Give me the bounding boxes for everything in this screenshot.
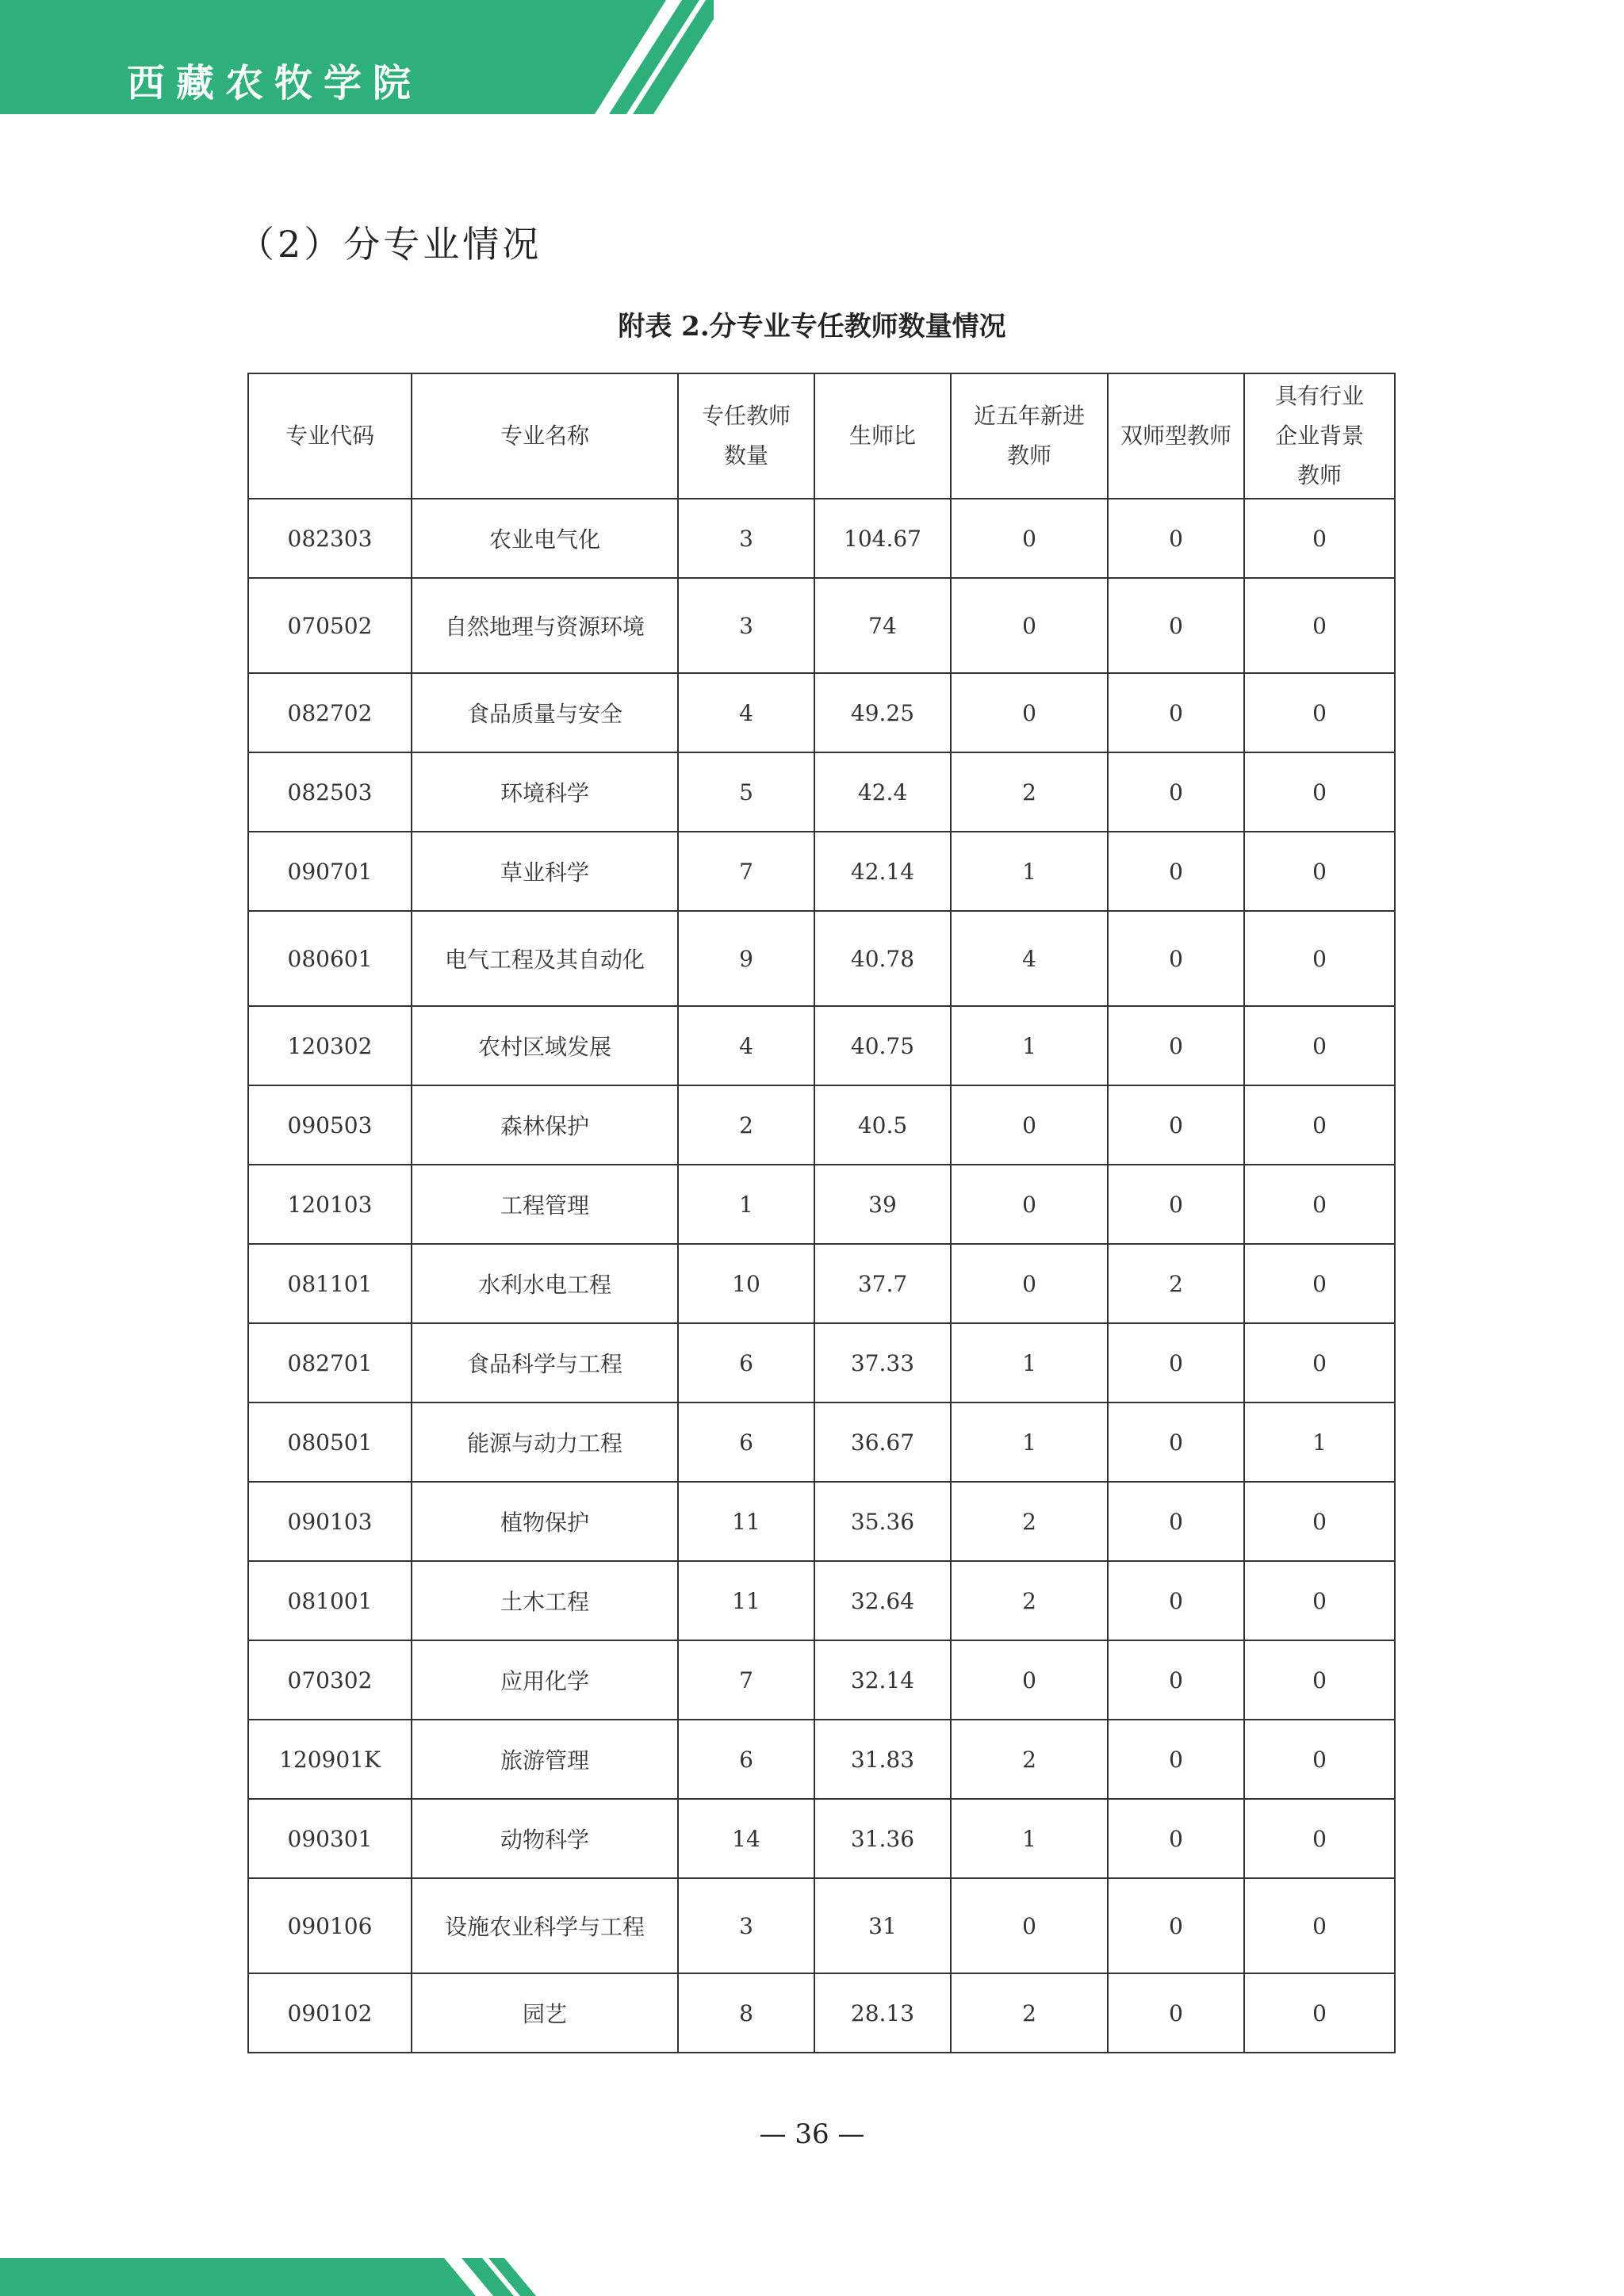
major-code-cell: 090301 (248, 1799, 412, 1878)
dual-teacher-cell: 0 (1108, 1323, 1244, 1402)
new-teacher-cell: 2 (951, 1973, 1108, 2053)
new-teacher-cell: 0 (951, 1085, 1108, 1165)
dual-teacher-cell: 2 (1108, 1244, 1244, 1323)
teacher-count-cell: 11 (678, 1561, 814, 1640)
teacher-count-cell: 11 (678, 1482, 814, 1561)
dual-teacher-cell: 0 (1108, 911, 1244, 1006)
new-teacher-cell: 1 (951, 1799, 1108, 1878)
industry-teacher-cell: 0 (1244, 1878, 1395, 1973)
dual-teacher-cell: 0 (1108, 1165, 1244, 1244)
industry-teacher-cell: 0 (1244, 499, 1395, 578)
teacher-count-cell: 6 (678, 1323, 814, 1402)
major-code-cell: 080601 (248, 911, 412, 1006)
major-code-cell: 070502 (248, 578, 412, 673)
table-row (248, 1244, 1395, 1323)
dual-teacher-cell: 0 (1108, 752, 1244, 832)
column-header: 具有行业企业背景教师 (1244, 373, 1395, 499)
teacher-count-cell: 5 (678, 752, 814, 832)
industry-teacher-cell: 0 (1244, 1244, 1395, 1323)
major-name-cell: 环境科学 (412, 752, 678, 832)
dual-teacher-cell: 0 (1108, 1561, 1244, 1640)
ratio-cell: 37.7 (814, 1244, 951, 1323)
ratio-cell: 37.33 (814, 1323, 951, 1402)
school-name: 西藏农牧学院 (127, 61, 423, 105)
major-code-cell: 120103 (248, 1165, 412, 1244)
new-teacher-cell: 0 (951, 1165, 1108, 1244)
industry-teacher-cell: 0 (1244, 832, 1395, 911)
industry-teacher-cell: 0 (1244, 578, 1395, 673)
industry-teacher-cell: 0 (1244, 752, 1395, 832)
table-row (248, 1482, 1395, 1561)
dual-teacher-cell: 0 (1108, 499, 1244, 578)
table-row (248, 1323, 1395, 1402)
major-code-cell: 090503 (248, 1085, 412, 1165)
table-row (248, 1973, 1395, 2053)
teacher-count-cell: 10 (678, 1244, 814, 1323)
column-header: 专业名称 (412, 373, 678, 499)
new-teacher-cell: 2 (951, 1482, 1108, 1561)
dual-teacher-cell: 0 (1108, 1973, 1244, 2053)
teacher-count-cell: 7 (678, 832, 814, 911)
table-row (248, 673, 1395, 752)
major-code-cell: 120901K (248, 1720, 412, 1799)
major-name-cell: 电气工程及其自动化 (412, 911, 678, 1006)
section-heading: （2）分专业情况 (238, 223, 542, 266)
dual-teacher-cell: 0 (1108, 578, 1244, 673)
table-row (248, 578, 1395, 673)
major-code-cell: 090106 (248, 1878, 412, 1973)
new-teacher-cell: 0 (951, 499, 1108, 578)
ratio-cell: 74 (814, 578, 951, 673)
industry-teacher-cell: 0 (1244, 1799, 1395, 1878)
dual-teacher-cell: 0 (1108, 1878, 1244, 1973)
industry-teacher-cell: 0 (1244, 1561, 1395, 1640)
major-code-cell: 082503 (248, 752, 412, 832)
new-teacher-cell: 0 (951, 673, 1108, 752)
teacher-count-cell: 8 (678, 1973, 814, 2053)
industry-teacher-cell: 0 (1244, 911, 1395, 1006)
ratio-cell: 40.5 (814, 1085, 951, 1165)
major-code-cell: 081101 (248, 1244, 412, 1323)
teacher-count-cell: 9 (678, 911, 814, 1006)
teacher-count-cell: 3 (678, 1878, 814, 1973)
teacher-count-cell: 2 (678, 1085, 814, 1165)
new-teacher-cell: 1 (951, 1323, 1108, 1402)
table-row (248, 1085, 1395, 1165)
industry-teacher-cell: 0 (1244, 1085, 1395, 1165)
table-row (248, 1165, 1395, 1244)
ratio-cell: 42.4 (814, 752, 951, 832)
major-name-cell: 园艺 (412, 1973, 678, 2053)
major-code-cell: 090102 (248, 1973, 412, 2053)
industry-teacher-cell: 0 (1244, 1640, 1395, 1720)
column-header: 生师比 (814, 373, 951, 499)
industry-teacher-cell: 0 (1244, 1720, 1395, 1799)
industry-teacher-cell: 0 (1244, 1482, 1395, 1561)
ratio-cell: 40.75 (814, 1006, 951, 1085)
column-header: 近五年新进教师 (951, 373, 1108, 499)
new-teacher-cell: 4 (951, 911, 1108, 1006)
ratio-cell: 36.67 (814, 1402, 951, 1482)
table-row (248, 1006, 1395, 1085)
ratio-cell: 31 (814, 1878, 951, 1973)
major-name-cell: 植物保护 (412, 1482, 678, 1561)
table-row (248, 752, 1395, 832)
table-caption: 附表 2.分专业专任教师数量情况 (618, 311, 1006, 342)
major-name-cell: 工程管理 (412, 1165, 678, 1244)
teacher-count-cell: 7 (678, 1640, 814, 1720)
table-row (248, 1878, 1395, 1973)
dual-teacher-cell: 0 (1108, 673, 1244, 752)
new-teacher-cell: 1 (951, 1006, 1108, 1085)
table-body (248, 499, 1395, 2053)
major-name-cell: 旅游管理 (412, 1720, 678, 1799)
ratio-cell: 32.14 (814, 1640, 951, 1720)
major-name-cell: 设施农业科学与工程 (412, 1878, 678, 1973)
dual-teacher-cell: 0 (1108, 1640, 1244, 1720)
dual-teacher-cell: 0 (1108, 1799, 1244, 1878)
ratio-cell: 31.36 (814, 1799, 951, 1878)
teacher-count-cell: 3 (678, 578, 814, 673)
major-name-cell: 草业科学 (412, 832, 678, 911)
major-name-cell: 农村区域发展 (412, 1006, 678, 1085)
dual-teacher-cell: 0 (1108, 1402, 1244, 1482)
teacher-count-cell: 6 (678, 1720, 814, 1799)
teacher-count-cell: 4 (678, 673, 814, 752)
dual-teacher-cell: 0 (1108, 1482, 1244, 1561)
new-teacher-cell: 0 (951, 578, 1108, 673)
major-code-cell: 082303 (248, 499, 412, 578)
ratio-cell: 28.13 (814, 1973, 951, 2053)
dual-teacher-cell: 0 (1108, 832, 1244, 911)
dual-teacher-cell: 0 (1108, 1006, 1244, 1085)
table-header-row (248, 373, 1395, 499)
major-code-cell: 080501 (248, 1402, 412, 1482)
major-code-cell: 082701 (248, 1323, 412, 1402)
teacher-count-cell: 3 (678, 499, 814, 578)
major-name-cell: 土木工程 (412, 1561, 678, 1640)
major-code-cell: 082702 (248, 673, 412, 752)
new-teacher-cell: 0 (951, 1878, 1108, 1973)
teacher-count-cell: 4 (678, 1006, 814, 1085)
major-code-cell: 090701 (248, 832, 412, 911)
page-number: — 36 — (759, 2118, 865, 2150)
new-teacher-cell: 0 (951, 1640, 1108, 1720)
new-teacher-cell: 0 (951, 1244, 1108, 1323)
major-name-cell: 农业电气化 (412, 499, 678, 578)
table-row (248, 911, 1395, 1006)
major-code-cell: 120302 (248, 1006, 412, 1085)
column-header: 专任教师数量 (678, 373, 814, 499)
industry-teacher-cell: 0 (1244, 1165, 1395, 1244)
new-teacher-cell: 2 (951, 1561, 1108, 1640)
table-row (248, 499, 1395, 578)
column-header: 专业代码 (248, 373, 412, 499)
major-name-cell: 动物科学 (412, 1799, 678, 1878)
table-row (248, 1720, 1395, 1799)
ratio-cell: 32.64 (814, 1561, 951, 1640)
industry-teacher-cell: 0 (1244, 1006, 1395, 1085)
industry-teacher-cell: 0 (1244, 1323, 1395, 1402)
industry-teacher-cell: 0 (1244, 1973, 1395, 2053)
table-row (248, 1799, 1395, 1878)
column-header: 双师型教师 (1108, 373, 1244, 499)
major-name-cell: 能源与动力工程 (412, 1402, 678, 1482)
major-code-cell: 070302 (248, 1640, 412, 1720)
major-name-cell: 水利水电工程 (412, 1244, 678, 1323)
ratio-cell: 35.36 (814, 1482, 951, 1561)
industry-teacher-cell: 1 (1244, 1402, 1395, 1482)
dual-teacher-cell: 0 (1108, 1720, 1244, 1799)
new-teacher-cell: 2 (951, 752, 1108, 832)
ratio-cell: 104.67 (814, 499, 951, 578)
industry-teacher-cell: 0 (1244, 673, 1395, 752)
new-teacher-cell: 1 (951, 1402, 1108, 1482)
ratio-cell: 49.25 (814, 673, 951, 752)
ratio-cell: 31.83 (814, 1720, 951, 1799)
ratio-cell: 39 (814, 1165, 951, 1244)
new-teacher-cell: 2 (951, 1720, 1108, 1799)
teacher-table (247, 373, 1396, 2053)
teacher-count-cell: 14 (678, 1799, 814, 1878)
major-code-cell: 090103 (248, 1482, 412, 1561)
major-name-cell: 食品科学与工程 (412, 1323, 678, 1402)
major-name-cell: 森林保护 (412, 1085, 678, 1165)
teacher-count-cell: 1 (678, 1165, 814, 1244)
table-row (248, 1640, 1395, 1720)
table-row (248, 832, 1395, 911)
table-row (248, 1402, 1395, 1482)
new-teacher-cell: 1 (951, 832, 1108, 911)
major-name-cell: 食品质量与安全 (412, 673, 678, 752)
major-name-cell: 应用化学 (412, 1640, 678, 1720)
major-name-cell: 自然地理与资源环境 (412, 578, 678, 673)
table-row (248, 1561, 1395, 1640)
dual-teacher-cell: 0 (1108, 1085, 1244, 1165)
ratio-cell: 40.78 (814, 911, 951, 1006)
teacher-count-cell: 6 (678, 1402, 814, 1482)
footer-banner (0, 2258, 555, 2296)
major-code-cell: 081001 (248, 1561, 412, 1640)
ratio-cell: 42.14 (814, 832, 951, 911)
